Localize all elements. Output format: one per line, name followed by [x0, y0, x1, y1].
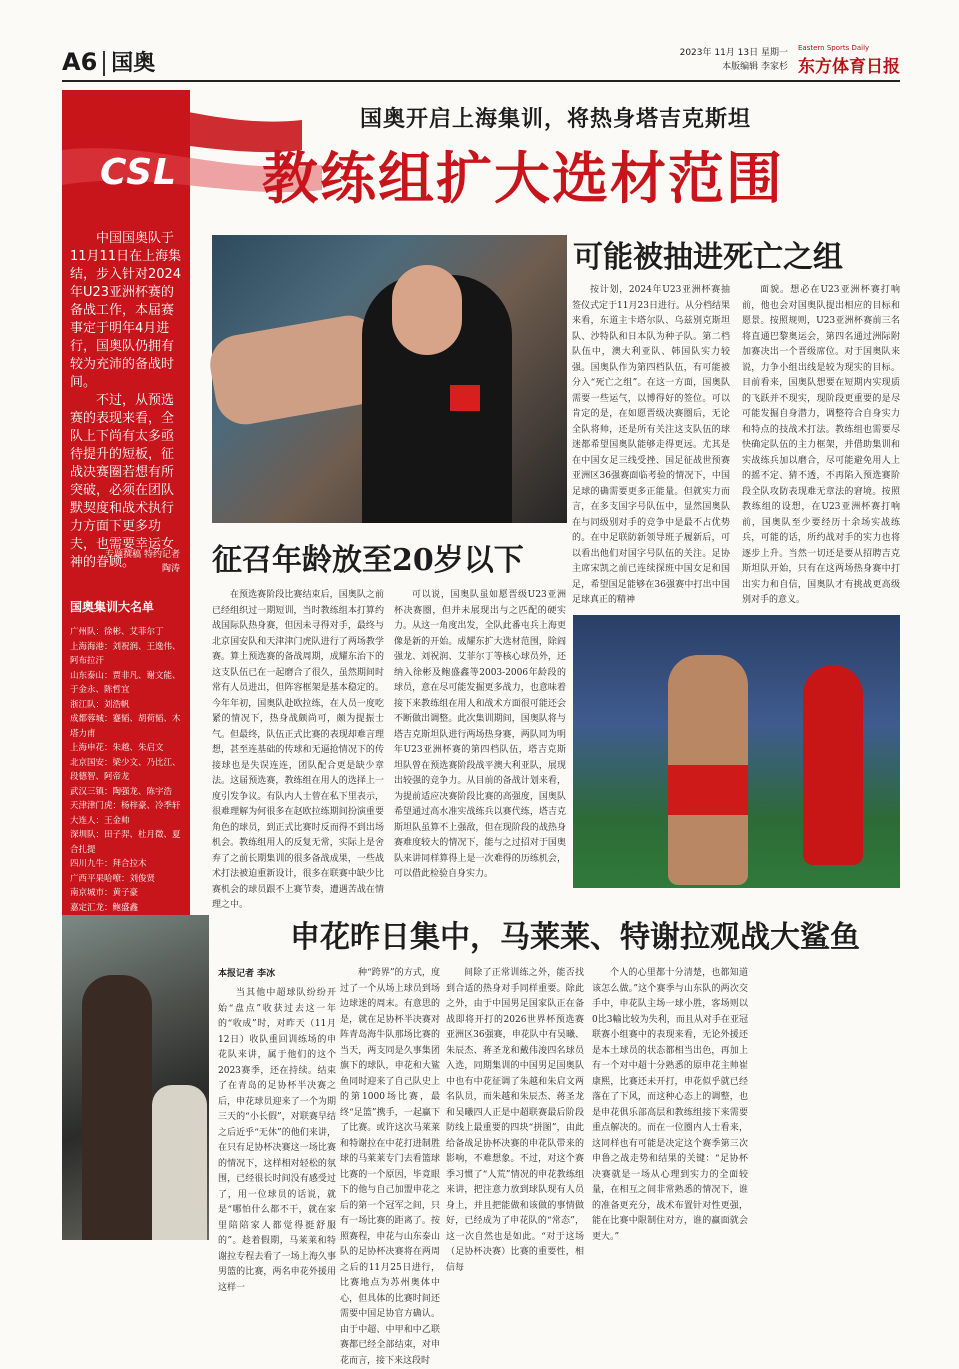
section3-title: 申花昨日集中，马莱莱、特谢拉观战大鲨鱼	[290, 920, 860, 955]
paper-subtitle: Eastern Sports Daily	[798, 44, 870, 52]
section2-col1: 在预选赛阶段比赛结束后，国奥队之前已经组织过一期短训，当时教练组本打算约战国际队热身赛，但因未寻得对手，最终与北京国安队和天津津门虎队进行了两场教学赛。算上预选赛的备战周期，成耀东治下的这支队伍已在一起磨合了很久，虽然期间时常有人员进出，但阵容框架是基本稳定的。今年年初，国奥队赴欧拉练，在人员一度吃紧的情况下，热身战颇尚可，颇为提振士气。但最终，队伍正式比赛的表现却难言理想，甚至连基础的传球和无逼抢情况下的传接球也是失误连连，团队配合更是缺少章法。这届预选赛，教练组在用人的选择上一度引发争议。有队内人士曾在私下里表示，很难理解为何很多在赵欧拉练期间扮演重要角色的球员，到正式比赛时反而得不到出场机会。教练组用人的反复无常，实际上是舍弃了之前长期集训的很多备战成果，一些战术打法被迫重新设计，很多在联赛中缺少比赛机会的球员跟不上赛节奏，遭遇苦战在情理之中。	[212, 590, 384, 910]
section3-col2: 种“跨界”的方式，度过了一个从场上球员到场边球迷的周末。有意思的是，就在足协杯半决赛对阵青岛海牛队那场比赛的当天，两支同是久事集团旗下的球队，申花和大鲨鱼同时迎来了自己队史上的第1000场比赛，最终“足篮”携手，一起赢下了比赛。或许这次马莱莱和特谢拉在中花打进制胜球的马莱莱专门去看篮球比赛的一个原因，毕竟眼下的他与自己加盟申花之后的第一个冠军之间，只有一场比赛的距离了。按照赛程，申花与山东泰山队的足协杯决赛将在两周之后的11月25日进行，比赛地点为苏州奥体中心，但具体的比赛时间还需要中国足协官方确认。由于中超、中甲和中乙联赛都已经全部结束，对申花而言，接下来这段时	[340, 968, 440, 1366]
lead-intro	[70, 230, 184, 572]
section-name: 国奥	[103, 51, 155, 76]
section1-col2: 面貌。想必在U23亚洲杯赛打响前，他也会对国奥队提出相应的目标和愿景。按照规则，U23亚洲杯赛前三名将直通巴黎奥运会，第四名通过洲际附加赛决出一个晋级席位。对于国奥队来说，力争小组出线是较为现实的目标。目前看来，国奥队想要在短期内实现质的飞跃并不现实，现阶段更重要的是尽可能发掘自身潜力，调整符合自身实力和特点的技战术打法。教练组也需要尽快确定队伍的主力框架，并借助集训和实战练兵加以磨合，尽可能避免用人上的摇不定、猜不透，不再陷入预选赛阶段全队攻防表现难无章法的窘境。按照教练组的设想，在U23亚洲杯赛打响前，国奥队至少要经历十余场实战练兵，可能的话，所约战对手的实力也将逐步上升。当然一切还是要从招聘吉克斯坦队开始，只有在这两场热身赛中打出实力和自信，国奥队才有挑战更高级别对手的意义。	[742, 285, 900, 605]
roster-list	[70, 625, 185, 915]
lead-kicker: 国奥开启上海集训，将热身塔吉克斯坦	[360, 107, 752, 132]
lead-headline: 教练组扩大选材范围	[262, 146, 784, 212]
section1-title: 可能被抽进死亡之组	[573, 240, 843, 275]
roster-line: 大连人：王金帅	[70, 815, 130, 826]
intro-paragraph: 中国国奥队于11月11日在上海集结，步入针对2024年U23亚洲杯赛的备战工作，本届赛事定于明年4月进行，国奥队仍拥有较为充沛的备战时间。	[70, 231, 182, 390]
page-editors: 本版编辑 李家杉	[722, 62, 788, 72]
roster-line: 广州队：徐彬、艾菲尔丁	[70, 627, 164, 637]
roster-line: 天津津门虎：杨梓豪、冷季轩	[70, 801, 181, 811]
roster-line: 四川九牛：拜合拉木	[70, 859, 147, 869]
roster-line: 南京城市：黄子豪	[70, 888, 139, 898]
page-number: A6	[62, 48, 98, 76]
section2-title: 征召年龄放至20岁以下	[212, 543, 524, 578]
section3-col1: 当其他中超球队纷纷开始“盘点”收获过去这一年的“收成”时，对昨天（11月12日）收队重回训练场的申花队来讲，属于他们的这个2023赛季，还在持续。结束了在青岛的足协杯半决赛之后，申花球员迎来了一个为期三天的“小长假”，对联赛早结之后近乎“无休”的他们来讲，在只有足协杯决赛这一场比赛的情况下，这样相对轻松的氛围，已经很长时间没有感受过了，用一位球员的话说，就是“哪怕什么都不干，就在家里陪陪家人都觉得挺舒服的”。趁着假期，马莱莱和特谢拉专程去看了一场上海久事男篮的比赛，两名申花外援用这样一	[218, 988, 336, 1293]
section3-byline: 本报记者 李冰	[218, 969, 276, 979]
lead-credit: 专题撰稿 特约记者 陶涛	[105, 550, 180, 574]
csl-logo: CSL	[100, 152, 178, 193]
dateline	[658, 46, 788, 74]
section2-col2: 可以说，国奥队虽如愿晋级U23亚洲杯决赛圈，但并未展现出与之匹配的硬实力。从这一角度出发，全队此番屯兵上海更像是新的开始。成耀东扩大选材范围，除阎强龙、刘祝润、艾菲尔丁等核心球员外，还纳入徐彬及鲍盛鑫等2003-2006年龄段的球员，意在尽可能发掘更多战力，也意味着接下来教练组在用人和战术方面很可能还会不断做出调整。此次集训期间，国奥队将与塔吉克斯坦队进行两场热身赛，两队同为明年U23亚洲杯赛的第四档队伍，塔吉克斯坦队曾在预选赛阶段战平澳大利亚队，展现出较强的竞争力。从目前的备战计划来看，为提前适应决赛阶段比赛的高强度，国奥队希望通过高水准实战练兵以赛代练，塔吉克斯坦队虽算不上强敌，但在现阶段的战热身赛难度较大的情况下，能与之过招对于国奥队来讲同样算得上是一次难得的历练机会，可以借此检验自身实力。	[394, 590, 566, 879]
roster-line: 北京国安：梁少文、乃比江、段德智、阿帝龙	[70, 757, 181, 782]
intro-paragraph: 不过，从预选赛的表现来看，全队上下尚有太多亟待提升的短板，征战决赛圈若想有所突破，必须在团队默契度和战术执行力方面下更多功夫，也需要幸运女神的眷顾。	[70, 393, 175, 570]
roster-line: 成都蓉城：蹇韬、胡荷韬、木塔力甫	[70, 714, 181, 739]
roster-line: 深圳队：田子羿、杜月徵、夏合扎提	[70, 830, 181, 855]
roster-line: 上海申花：朱越、朱启文	[70, 743, 164, 753]
header-rule	[62, 80, 900, 82]
paper-title: 东方体育日报	[798, 57, 900, 77]
coach-photo	[212, 235, 567, 523]
paper-logo	[798, 46, 900, 77]
page-label	[62, 46, 155, 77]
section3-col4: 个人的心里都十分清楚，也都知道该怎么做。”这个赛季与山东队的两次交手中，申花队主场一球小胜，客场则以0比3輸比较为失利，而且从对手在亚冠联赛小组赛中的表现来看，无论外援还是本土球员的状态都相当出色，再加上有一个对中超十分熟悉的原申花主帅崔康熙，比赛还未开打，申花似乎就已经落在了下风，而这种心态上的调整，也是申花俱乐部高层和教练组接下来需要重点解决的。而在一位圈内人士看来，这同样也有可能是决定这个赛季第三次申鲁之战走势和结果的关键：“足协杯决赛就是一场从心理到实力的全面较量，在相互之间非常熟悉的情况下，谁的准备更充分，战术布置针对性更强，能在比赛中限制住对方，谁的赢面就会更大。”	[592, 968, 748, 1242]
section1-col1: 按计划，2024年U23亚洲杯赛抽签仪式定于11月23日进行。从分档结果来看，东道主卡塔尔队、乌兹别克斯坦队、沙特队和日本队为种子队。第二档队伍中，澳大利亚队、韩国队实力较强。国奥队作为第四档队伍，有可能被分入“死亡之组”。在这一方面，国奥队需要一些运气，以博得好的签位。可以肯定的是，在如愿晋级决赛圈后，无论全队将帅，还是所有关注这支队伍的球迷都希望国奥队能够走得更远。尤其是在中国女足三线受挫、国足征战世预赛亚洲区36强赛面临考验的情况下，中国足球的确需要更多正能量。但就实力而言，在多支国字号队伍中，显然国奥队在与同级别对手的竞争中是最不占优势的。在中足联防新领导班子履新后，可以看出他们对国字号队伍的关注。足协主席宋凯之前已连续探班中国女足和国足，希望国足能够在36强赛中打出中国足球真正的精神	[572, 285, 730, 605]
players-photo	[573, 615, 900, 888]
roster-line: 上海海港：刘祝润、王逸伟、阿布拉汗	[70, 641, 181, 666]
roster-line: 嘉定汇龙：鲍盛鑫	[70, 902, 139, 913]
roster-line: 山东泰山：贾非凡、谢文能、于金永、陈哲宜	[70, 670, 181, 695]
section3-col3: 间除了正常训练之外，能否找到合适的热身对手同样重要。除此之外，由于中国男足国家队正在备战即将开打的2026世界杯预选赛亚洲区36强赛，申花队中有吴曦、朱辰杰、蒋圣龙和戴伟浚四名球员入选，同期集训的中国男足国奥队中也有中花征调了朱越和朱启文两名队员，而朱越和朱辰杰、蒋圣龙和吴曦四人正是中超联赛最后阶段防线上最重要的四块“拼图”，由此给备战足协杯决赛的申花队带来的影响，不难想象。不过，对这个赛季习惯了“人荒”情况的申花教练组来讲，把注意力放到球队现有人员身上，并且把能做和该做的事情做好，已经成为了申花队的“常态”，这一次自然也是如此。“对于这场（足协杯决赛）比赛的重要性，相信每	[446, 968, 584, 1273]
issue-date: 2023年 11月 13日 星期一	[679, 48, 788, 58]
roster-title: 国奥集训大名单	[70, 600, 155, 614]
roster-line: 武汉三镇：陶强龙、陈宇浩	[70, 786, 173, 797]
spectators-photo	[62, 915, 209, 1240]
roster-line: 浙江队：刘浩帆	[70, 699, 130, 710]
roster-line: 广西平果哈嘹：刘俊贤	[70, 873, 156, 884]
